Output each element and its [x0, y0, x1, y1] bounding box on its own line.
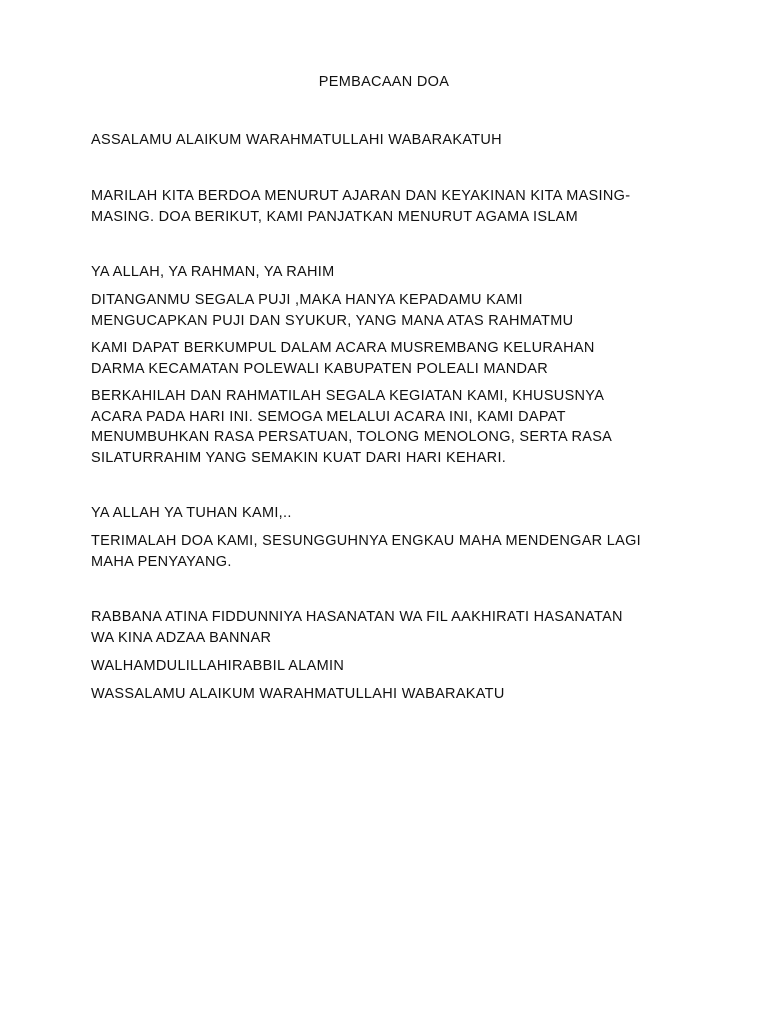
closing-paragraph: WASSALAMU ALAIKUM WARAHMATULLAHI WABARAKATU: [91, 686, 505, 702]
document-title: PEMBACAAN DOA: [318, 74, 450, 90]
rabbana-paragraph: RABBANA ATINA FIDDUNNIYA HASANATAN WA FIL AAKHIRATI HASANATAN WA KINA ADZAA BANNAR: [91, 609, 623, 646]
acceptance-paragraph: TERIMALAH DOA KAMI, SESUNGGUHNYA ENGKAU MAHA MENDENGAR LAGI MAHA PENYAYANG.: [91, 533, 642, 570]
blessing-paragraph: BERKAHILAH DAN RAHMATILAH SEGALA KEGIATAN KAMI, KHUSUSNYA ACARA PADA HARI INI. SEMOGA MELALUI ACARA INI, KAMI DAPAT MENUMBUHKAN RASA PERSATUAN, TOLONG MENOLONG, SERTA RASA SILATURRAHIM YANG SEMAKIN KUAT DARI HARI KEHARI.: [91, 388, 613, 466]
praise-paragraph: DITANGANMU SEGALA PUJI ,MAKA HANYA KEPADAMU KAMI MENGUCAPKAN PUJI DAN SYUKUR, YANG MANA ATAS RAHMATMU: [91, 292, 574, 329]
opening-paragraph: MARILAH KITA BERDOA MENURUT AJARAN DAN KEYAKINAN KITA MASING- MASING. DOA BERIKUT, KAMI PANJATKAN MENURUT AGAMA ISLAM: [91, 188, 631, 225]
invocation-2-paragraph: YA ALLAH YA TUHAN KAMI,..: [91, 505, 292, 521]
invocation-paragraph: YA ALLAH, YA RAHMAN, YA RAHIM: [91, 264, 335, 280]
hamdalah-paragraph: WALHAMDULILLAHIRABBIL ALAMIN: [91, 658, 345, 674]
greeting-paragraph: ASSALAMU ALAIKUM WARAHMATULLAHI WABARAKATUH: [91, 132, 502, 148]
gathering-paragraph: KAMI DAPAT BERKUMPUL DALAM ACARA MUSREMBANG KELURAHAN DARMA KECAMATAN POLEWALI KABUPATEN POLEALI MANDAR: [91, 340, 595, 377]
